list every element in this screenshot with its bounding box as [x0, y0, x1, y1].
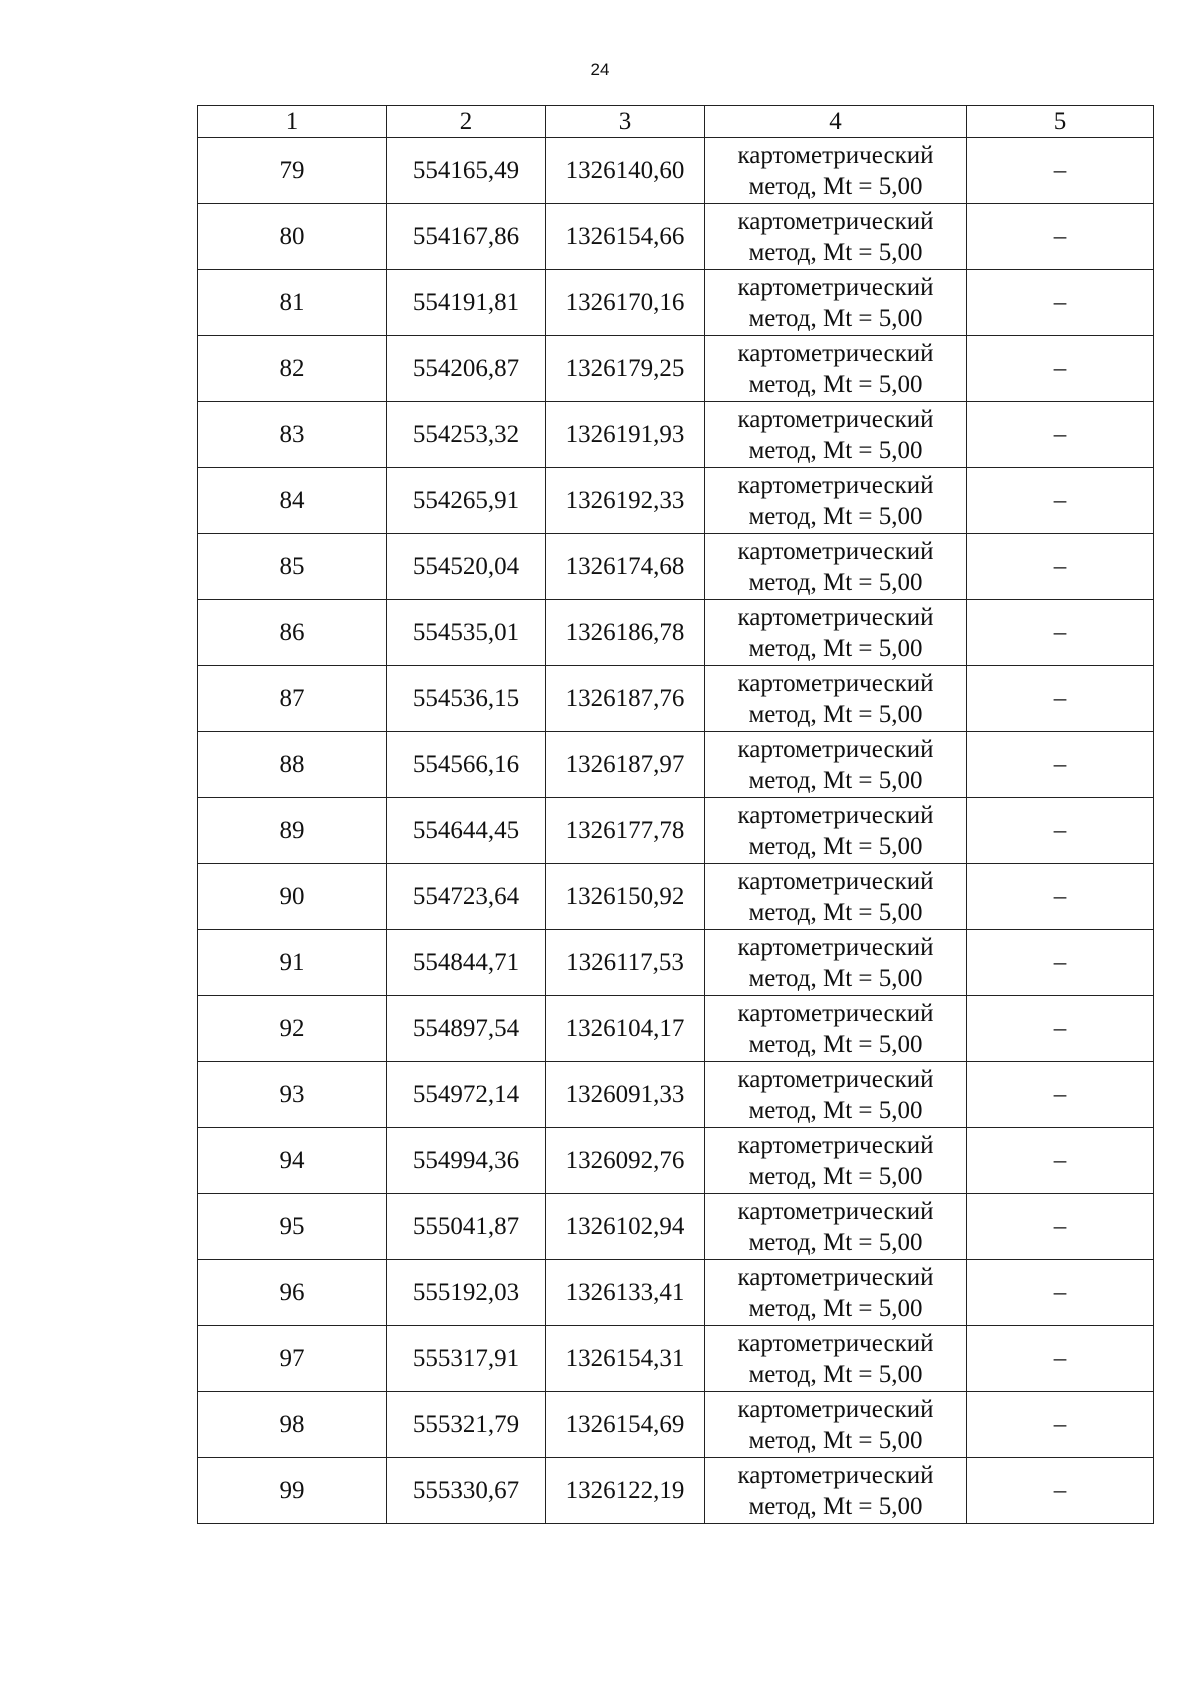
method-cell	[705, 1326, 967, 1392]
method-cell	[705, 1128, 967, 1194]
method-text-line: картометрический	[737, 1131, 934, 1159]
y-coordinate-cell: 1326186,78	[546, 600, 705, 666]
method-text-line: метод, Mt = 5,00	[748, 568, 923, 596]
method-text-line: метод, Mt = 5,00	[748, 898, 923, 926]
x-coordinate-cell: 554844,71	[387, 930, 546, 996]
method-text-line: метод, Mt = 5,00	[748, 502, 923, 530]
method-text-line: метод, Mt = 5,00	[748, 1492, 923, 1520]
point-number-cell: 98	[198, 1392, 387, 1458]
table-row	[198, 468, 1154, 534]
method-text-line: метод, Mt = 5,00	[748, 634, 923, 662]
y-coordinate-cell: 1326091,33	[546, 1062, 705, 1128]
x-coordinate-cell: 555192,03	[387, 1260, 546, 1326]
note-cell: –	[967, 1260, 1154, 1326]
method-text-line: картометрический	[737, 669, 934, 697]
note-cell: –	[967, 1392, 1154, 1458]
method-cell	[705, 402, 967, 468]
x-coordinate-cell: 554253,32	[387, 402, 546, 468]
method-text-line: картометрический	[737, 1329, 934, 1357]
y-coordinate-cell: 1326133,41	[546, 1260, 705, 1326]
x-coordinate-cell: 554206,87	[387, 336, 546, 402]
y-coordinate-cell: 1326154,31	[546, 1326, 705, 1392]
x-coordinate-cell: 554520,04	[387, 534, 546, 600]
table-row	[198, 204, 1154, 270]
x-coordinate-cell: 554191,81	[387, 270, 546, 336]
table-row	[198, 1062, 1154, 1128]
column-header-3: 3	[546, 106, 705, 138]
note-cell: –	[967, 732, 1154, 798]
x-coordinate-cell: 554535,01	[387, 600, 546, 666]
point-number-cell: 79	[198, 138, 387, 204]
method-text-line: метод, Mt = 5,00	[748, 1162, 923, 1190]
note-cell: –	[967, 336, 1154, 402]
x-coordinate-cell: 555321,79	[387, 1392, 546, 1458]
x-coordinate-cell: 554165,49	[387, 138, 546, 204]
method-cell	[705, 138, 967, 204]
x-coordinate-cell: 554644,45	[387, 798, 546, 864]
table-row	[198, 864, 1154, 930]
point-number-cell: 90	[198, 864, 387, 930]
y-coordinate-cell: 1326192,33	[546, 468, 705, 534]
header-row	[198, 106, 1154, 138]
table-row	[198, 270, 1154, 336]
note-cell: –	[967, 996, 1154, 1062]
y-coordinate-cell: 1326102,94	[546, 1194, 705, 1260]
method-cell	[705, 600, 967, 666]
method-text-line: картометрический	[737, 207, 934, 235]
note-cell: –	[967, 798, 1154, 864]
y-coordinate-cell: 1326177,78	[546, 798, 705, 864]
method-text-line: картометрический	[737, 867, 934, 895]
point-number-cell: 96	[198, 1260, 387, 1326]
method-text-line: картометрический	[737, 339, 934, 367]
point-number-cell: 93	[198, 1062, 387, 1128]
note-cell: –	[967, 930, 1154, 996]
point-number-cell: 88	[198, 732, 387, 798]
point-number-cell: 81	[198, 270, 387, 336]
table-row	[198, 732, 1154, 798]
method-cell	[705, 336, 967, 402]
method-text-line: картометрический	[737, 801, 934, 829]
method-text-line: метод, Mt = 5,00	[748, 1294, 923, 1322]
y-coordinate-cell: 1326154,69	[546, 1392, 705, 1458]
point-number-cell: 84	[198, 468, 387, 534]
note-cell: –	[967, 138, 1154, 204]
method-text-line: картометрический	[737, 933, 934, 961]
method-text-line: метод, Mt = 5,00	[748, 1228, 923, 1256]
y-coordinate-cell: 1326092,76	[546, 1128, 705, 1194]
point-number-cell: 82	[198, 336, 387, 402]
method-cell	[705, 534, 967, 600]
page-number: 24	[590, 60, 610, 79]
method-cell	[705, 930, 967, 996]
table-row	[198, 138, 1154, 204]
column-header-2: 2	[387, 106, 546, 138]
x-coordinate-cell: 555041,87	[387, 1194, 546, 1260]
table-row	[198, 336, 1154, 402]
method-text-line: картометрический	[737, 603, 934, 631]
table-row	[198, 798, 1154, 864]
note-cell: –	[967, 864, 1154, 930]
point-number-cell: 95	[198, 1194, 387, 1260]
method-cell	[705, 864, 967, 930]
x-coordinate-cell: 554536,15	[387, 666, 546, 732]
method-text-line: метод, Mt = 5,00	[748, 172, 923, 200]
method-cell	[705, 732, 967, 798]
method-text-line: метод, Mt = 5,00	[748, 700, 923, 728]
y-coordinate-cell: 1326154,66	[546, 204, 705, 270]
method-text-line: метод, Mt = 5,00	[748, 1030, 923, 1058]
point-number-cell: 89	[198, 798, 387, 864]
method-text-line: картометрический	[737, 405, 934, 433]
y-coordinate-cell: 1326187,76	[546, 666, 705, 732]
method-cell	[705, 204, 967, 270]
table-row	[198, 600, 1154, 666]
point-number-cell: 86	[198, 600, 387, 666]
note-cell: –	[967, 204, 1154, 270]
table-row	[198, 1326, 1154, 1392]
method-cell	[705, 1062, 967, 1128]
method-text-line: метод, Mt = 5,00	[748, 832, 923, 860]
point-number-cell: 87	[198, 666, 387, 732]
y-coordinate-cell: 1326140,60	[546, 138, 705, 204]
method-text-line: метод, Mt = 5,00	[748, 766, 923, 794]
table-row	[198, 1458, 1154, 1524]
table-row	[198, 996, 1154, 1062]
note-cell: –	[967, 270, 1154, 336]
method-text-line: картометрический	[737, 1197, 934, 1225]
method-text-line: картометрический	[737, 999, 934, 1027]
method-text-line: метод, Mt = 5,00	[748, 1426, 923, 1454]
table-row	[198, 1260, 1154, 1326]
method-cell	[705, 996, 967, 1062]
method-text-line: картометрический	[737, 735, 934, 763]
point-number-cell: 83	[198, 402, 387, 468]
method-text-line: метод, Mt = 5,00	[748, 304, 923, 332]
table-row	[198, 1128, 1154, 1194]
table-row	[198, 1392, 1154, 1458]
y-coordinate-cell: 1326150,92	[546, 864, 705, 930]
method-text-line: картометрический	[737, 273, 934, 301]
y-coordinate-cell: 1326104,17	[546, 996, 705, 1062]
note-cell: –	[967, 1128, 1154, 1194]
point-number-cell: 92	[198, 996, 387, 1062]
method-text-line: метод, Mt = 5,00	[748, 436, 923, 464]
point-number-cell: 97	[198, 1326, 387, 1392]
table-row	[198, 1194, 1154, 1260]
method-cell	[705, 1458, 967, 1524]
note-cell: –	[967, 600, 1154, 666]
y-coordinate-cell: 1326187,97	[546, 732, 705, 798]
x-coordinate-cell: 554566,16	[387, 732, 546, 798]
table-row	[198, 402, 1154, 468]
x-coordinate-cell: 554972,14	[387, 1062, 546, 1128]
method-text-line: картометрический	[737, 1461, 934, 1489]
point-number-cell: 99	[198, 1458, 387, 1524]
method-cell	[705, 1392, 967, 1458]
x-coordinate-cell: 555330,67	[387, 1458, 546, 1524]
y-coordinate-cell: 1326179,25	[546, 336, 705, 402]
y-coordinate-cell: 1326191,93	[546, 402, 705, 468]
method-cell	[705, 1194, 967, 1260]
method-text-line: метод, Mt = 5,00	[748, 370, 923, 398]
y-coordinate-cell: 1326117,53	[546, 930, 705, 996]
note-cell: –	[967, 468, 1154, 534]
table-row	[198, 666, 1154, 732]
method-cell	[705, 468, 967, 534]
table-body	[198, 138, 1154, 1524]
column-header-4: 4	[705, 106, 967, 138]
method-text-line: картометрический	[737, 1395, 934, 1423]
method-text-line: картометрический	[737, 1263, 934, 1291]
method-text-line: метод, Mt = 5,00	[748, 1360, 923, 1388]
point-number-cell: 94	[198, 1128, 387, 1194]
point-number-cell: 85	[198, 534, 387, 600]
column-header-5: 5	[967, 106, 1154, 138]
note-cell: –	[967, 402, 1154, 468]
y-coordinate-cell: 1326174,68	[546, 534, 705, 600]
method-text-line: картометрический	[737, 141, 934, 169]
method-cell	[705, 798, 967, 864]
table-row	[198, 930, 1154, 996]
x-coordinate-cell: 554897,54	[387, 996, 546, 1062]
x-coordinate-cell: 554994,36	[387, 1128, 546, 1194]
method-text-line: метод, Mt = 5,00	[748, 238, 923, 266]
column-header-1: 1	[198, 106, 387, 138]
point-number-cell: 80	[198, 204, 387, 270]
x-coordinate-cell: 554265,91	[387, 468, 546, 534]
x-coordinate-cell: 554723,64	[387, 864, 546, 930]
y-coordinate-cell: 1326170,16	[546, 270, 705, 336]
coordinates-table	[197, 105, 1154, 1524]
table-row	[198, 534, 1154, 600]
x-coordinate-cell: 555317,91	[387, 1326, 546, 1392]
y-coordinate-cell: 1326122,19	[546, 1458, 705, 1524]
note-cell: –	[967, 1458, 1154, 1524]
method-cell	[705, 270, 967, 336]
note-cell: –	[967, 534, 1154, 600]
method-text-line: картометрический	[737, 537, 934, 565]
x-coordinate-cell: 554167,86	[387, 204, 546, 270]
method-cell	[705, 1260, 967, 1326]
note-cell: –	[967, 666, 1154, 732]
method-text-line: картометрический	[737, 1065, 934, 1093]
note-cell: –	[967, 1194, 1154, 1260]
point-number-cell: 91	[198, 930, 387, 996]
note-cell: –	[967, 1062, 1154, 1128]
method-text-line: метод, Mt = 5,00	[748, 1096, 923, 1124]
method-text-line: картометрический	[737, 471, 934, 499]
method-cell	[705, 666, 967, 732]
note-cell: –	[967, 1326, 1154, 1392]
method-text-line: метод, Mt = 5,00	[748, 964, 923, 992]
